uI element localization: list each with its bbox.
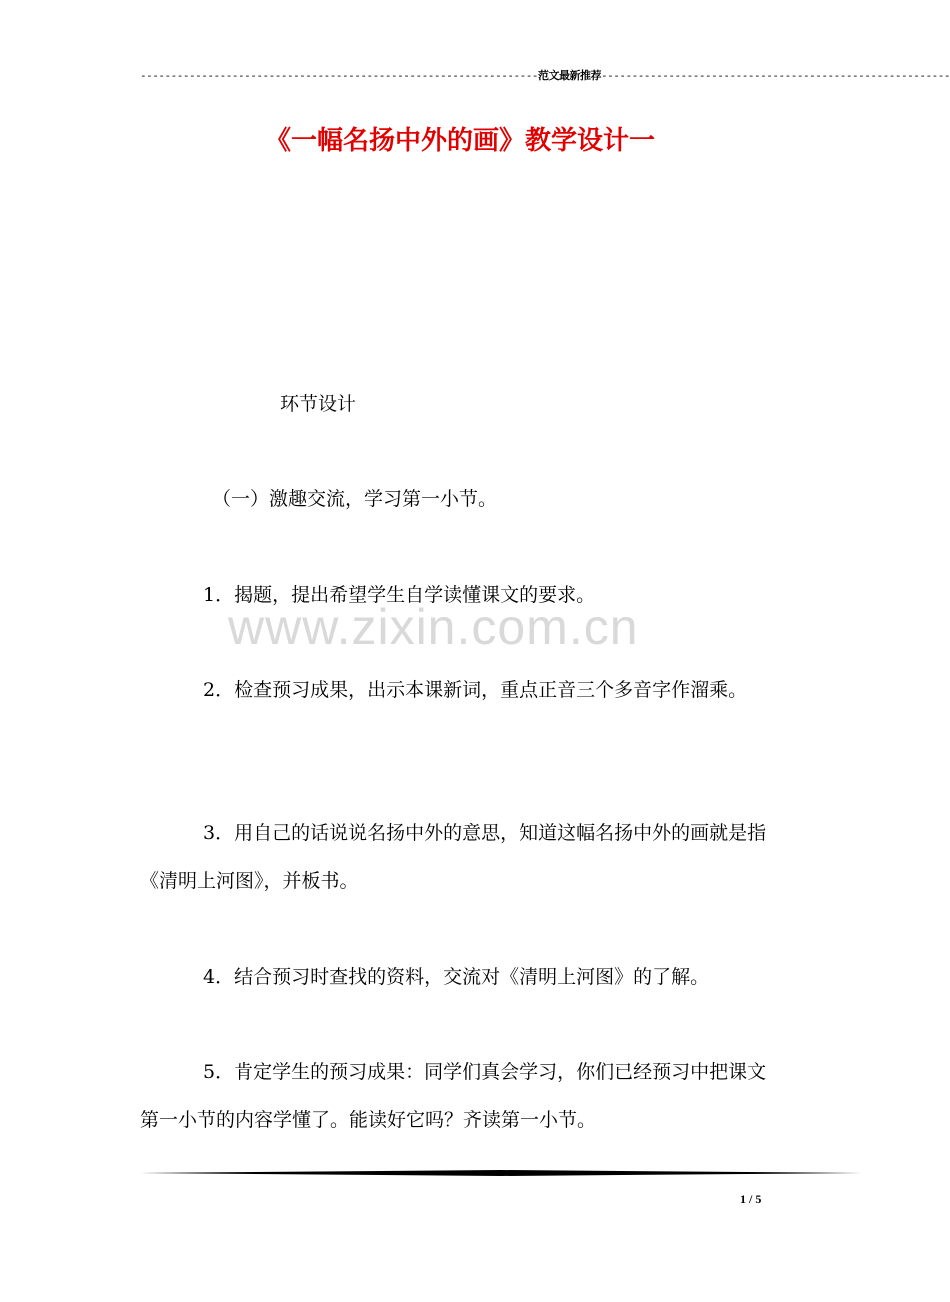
list-item-5: 5．肯定学生的预习成果：同学们真会学习，你们已经预习中把课文第一小节的内容学懂了。能读好它吗？齐读第一小节。 (140, 1061, 767, 1131)
watermark: www.zixin.com.cn (228, 599, 639, 655)
list-item-2: 2．检查预习成果，出示本课新词，重点正音三个多音字作溜乘。 (203, 679, 748, 701)
footer-rule (140, 1170, 862, 1176)
header-dashes-right: --------------------------------------------------------- (600, 69, 950, 82)
header-line (140, 68, 950, 84)
list-item-3: 3．用自己的话说说名扬中外的意思，知道这幅名扬中外的画就是指《清明上河图》，并板书。 (140, 822, 767, 892)
sub-heading: （一）激趣交流，学习第一小节。 (212, 488, 498, 510)
list-item-4: 4．结合预习时查找的资料，交流对《清明上河图》的了解。 (203, 966, 710, 988)
header-dashes-left: ----------------------------------------------------------------- (140, 69, 538, 82)
document-title: 《一幅名扬中外的画》教学设计一 (264, 126, 655, 156)
list-item-1: 1．揭题，提出希望学生自学读懂课文的要求。 (203, 584, 596, 606)
page-number: 1 / 5 (740, 1192, 762, 1206)
section-heading: 环节设计 (280, 393, 357, 415)
header-text: 范文最新推荐 (537, 69, 601, 82)
